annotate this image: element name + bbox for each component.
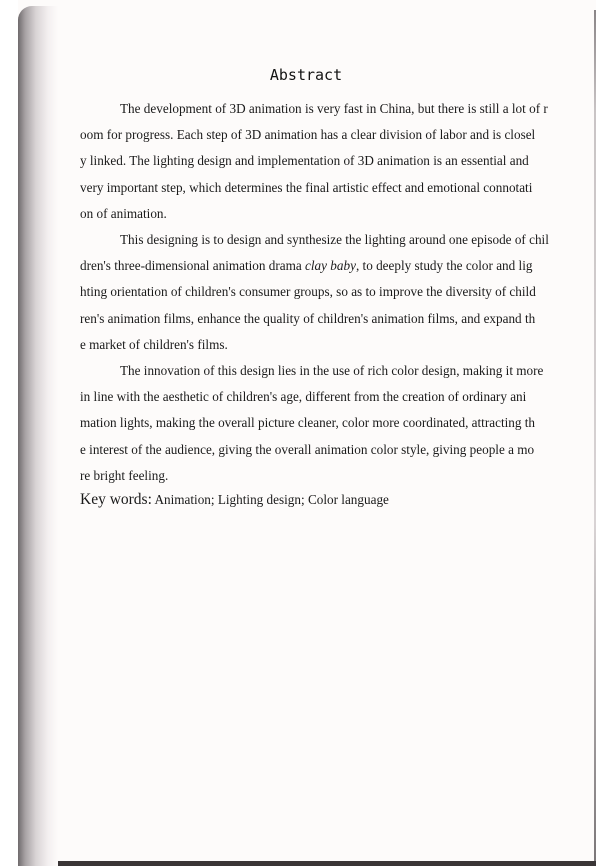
paragraph-2-line-1: This designing is to design and synthesize the lighting around one episode of chil (120, 232, 549, 248)
paragraph-1-line-4: very important step, which determines the final artistic effect and emotional connotati (80, 179, 533, 195)
paragraph-3-line-2: in line with the aesthetic of children's age, different from the creation of ordinary ani (80, 389, 527, 405)
paragraph-3-line-5: re bright feeling. (80, 467, 169, 483)
abstract-body (80, 96, 570, 489)
keywords-value: Animation; Lighting design; Color language (151, 492, 389, 507)
paragraph-3-line-3: mation lights, making the overall picture cleaner, color more coordinated, attracting th (80, 415, 536, 431)
paragraph-1-line-2: oom for progress. Each step of 3D animation has a clear division of labor and is closel (80, 127, 536, 143)
paragraph-3-line-1: The innovation of this design lies in the use of rich color design, making it more (120, 363, 544, 379)
paragraph-2-line-5: e market of children's films. (80, 336, 228, 352)
paragraph-3-line-4: e interest of the audience, giving the overall animation color style, giving people a mo (80, 441, 535, 457)
paragraph-2-line-4: ren's animation films, enhance the quality of children's animation films, and expand th (80, 310, 536, 326)
scan-margin-right (596, 0, 612, 866)
keywords-label: Key words: (80, 491, 152, 508)
abstract-title: Abstract (269, 66, 343, 84)
paragraph-2-line-2-end: , to deeply study the color and lig (355, 258, 533, 274)
keywords (80, 491, 389, 509)
paragraph-2-line-3: hting orientation of children's consumer groups, so as to improve the diversity of child (80, 284, 536, 300)
page-edge-bottom (58, 861, 596, 866)
paragraph-1-line-5: on of animation. (80, 205, 167, 221)
paragraph-1-line-3: y linked. The lighting design and implementation of 3D animation is an essential and (80, 153, 529, 169)
scan-margin-left (0, 0, 18, 866)
paragraph-2-line-2 (80, 253, 570, 279)
drama-title: clay baby (305, 258, 356, 274)
paragraph-2-line-2-start: dren's three-dimensional animation drama (80, 258, 306, 274)
page-binding-shadow (18, 6, 58, 866)
paragraph-1-line-1: The development of 3D animation is very fast in China, but there is still a lot of r (120, 101, 548, 116)
